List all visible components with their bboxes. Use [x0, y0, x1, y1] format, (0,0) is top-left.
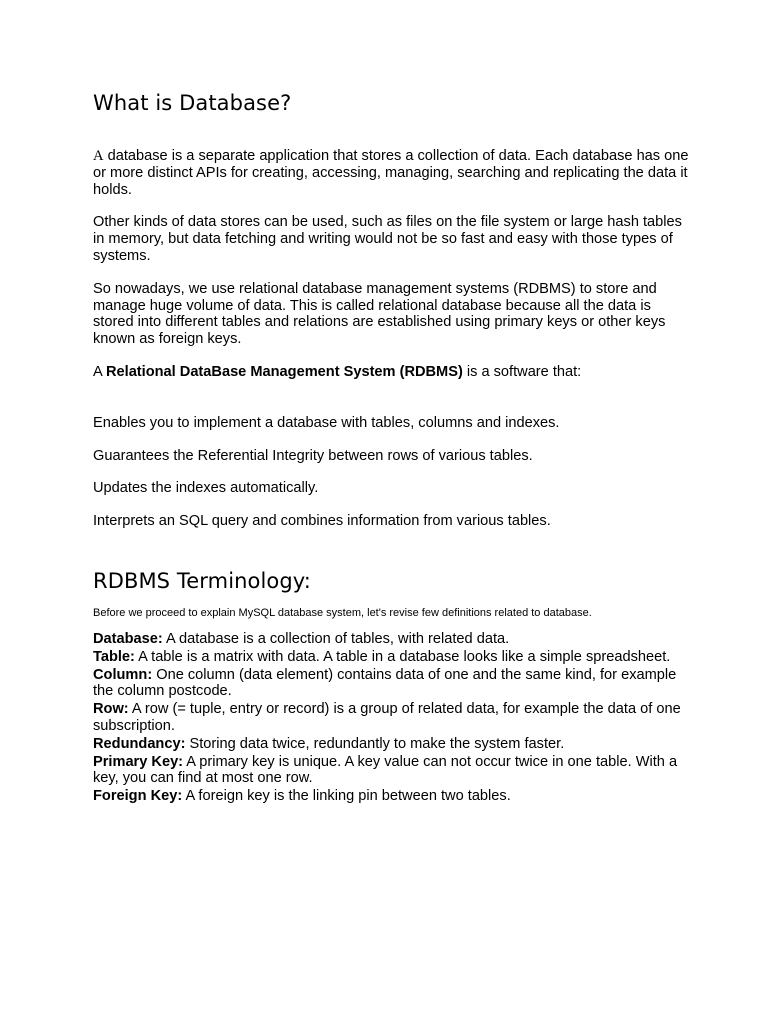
term-label: Database: — [93, 630, 163, 647]
term-item — [93, 701, 693, 735]
term-item — [93, 788, 693, 805]
paragraph-terminology-intro: Before we proceed to explain MySQL database system, let's revise few definitions related to database. — [93, 606, 592, 619]
term-label: Foreign Key: — [93, 788, 183, 805]
feature-item: Interprets an SQL query and combines information from various tables. — [93, 513, 551, 530]
term-definition: A database is a collection of tables, with related data. — [162, 630, 510, 647]
document-page — [93, 88, 693, 806]
paragraph-other-data-stores: Other kinds of data stores can be used, such as files on the file system or large hash tables in memory, but data fetching and writing would not be so fast and easy with those types of systems. — [93, 214, 682, 264]
terminology-list — [93, 631, 693, 805]
term-item — [93, 754, 693, 788]
term-item — [93, 667, 693, 701]
paragraph-database-definition — [93, 148, 693, 198]
term-item — [93, 631, 693, 648]
term-label: Row: — [93, 701, 129, 718]
heading-rdbms-terminology: RDBMS Terminology: — [93, 568, 311, 593]
feature-item: Guarantees the Referential Integrity between rows of various tables. — [93, 447, 533, 464]
paragraph-text: database is a separate application that stores a collection of data. Each database has one or more distinct APIs for creating, accessing, managing, searching and replicating the data it holds. — [93, 148, 689, 198]
paragraph-initial: A — [93, 148, 104, 164]
term-definition: A table is a matrix with data. A table in a database looks like a simple spreadsheet. — [134, 648, 671, 665]
term-definition: A primary key is unique. A key value can not occur twice in one table. With a key, you can find at most one row. — [93, 753, 678, 787]
term-label: Redundancy: — [93, 735, 186, 752]
term-label: Primary Key: — [93, 753, 184, 770]
paragraph-rdbms-usage: So nowadays, we use relational database management systems (RDBMS) to store and manage huge volume of data. This is called relational database because all the data is stored into different tables and relations are established using primary keys or other keys known as foreign keys. — [93, 280, 666, 348]
term-item — [93, 736, 693, 753]
rdbms-suffix: is a software that: — [462, 363, 582, 380]
rdbms-bold-term: Relational DataBase Management System (RDBMS) — [105, 363, 463, 380]
feature-item: Enables you to implement a database with tables, columns and indexes. — [93, 414, 560, 431]
term-item — [93, 649, 693, 666]
term-definition: Storing data twice, redundantly to make the system faster. — [185, 735, 565, 752]
rdbms-prefix: A — [93, 363, 106, 380]
term-label: Column: — [93, 666, 153, 683]
term-definition: A row (= tuple, entry or record) is a group of related data, for example the data of one subscription. — [93, 701, 681, 734]
term-definition: One column (data element) contains data of one and the same kind, for example the column postcode. — [93, 666, 677, 700]
paragraph-rdbms-intro — [93, 364, 693, 381]
term-label: Table: — [93, 648, 135, 665]
term-definition: A foreign key is the linking pin between two tables. — [182, 788, 511, 805]
feature-item: Updates the indexes automatically. — [93, 480, 319, 497]
heading-what-is-database: What is Database? — [93, 91, 292, 115]
